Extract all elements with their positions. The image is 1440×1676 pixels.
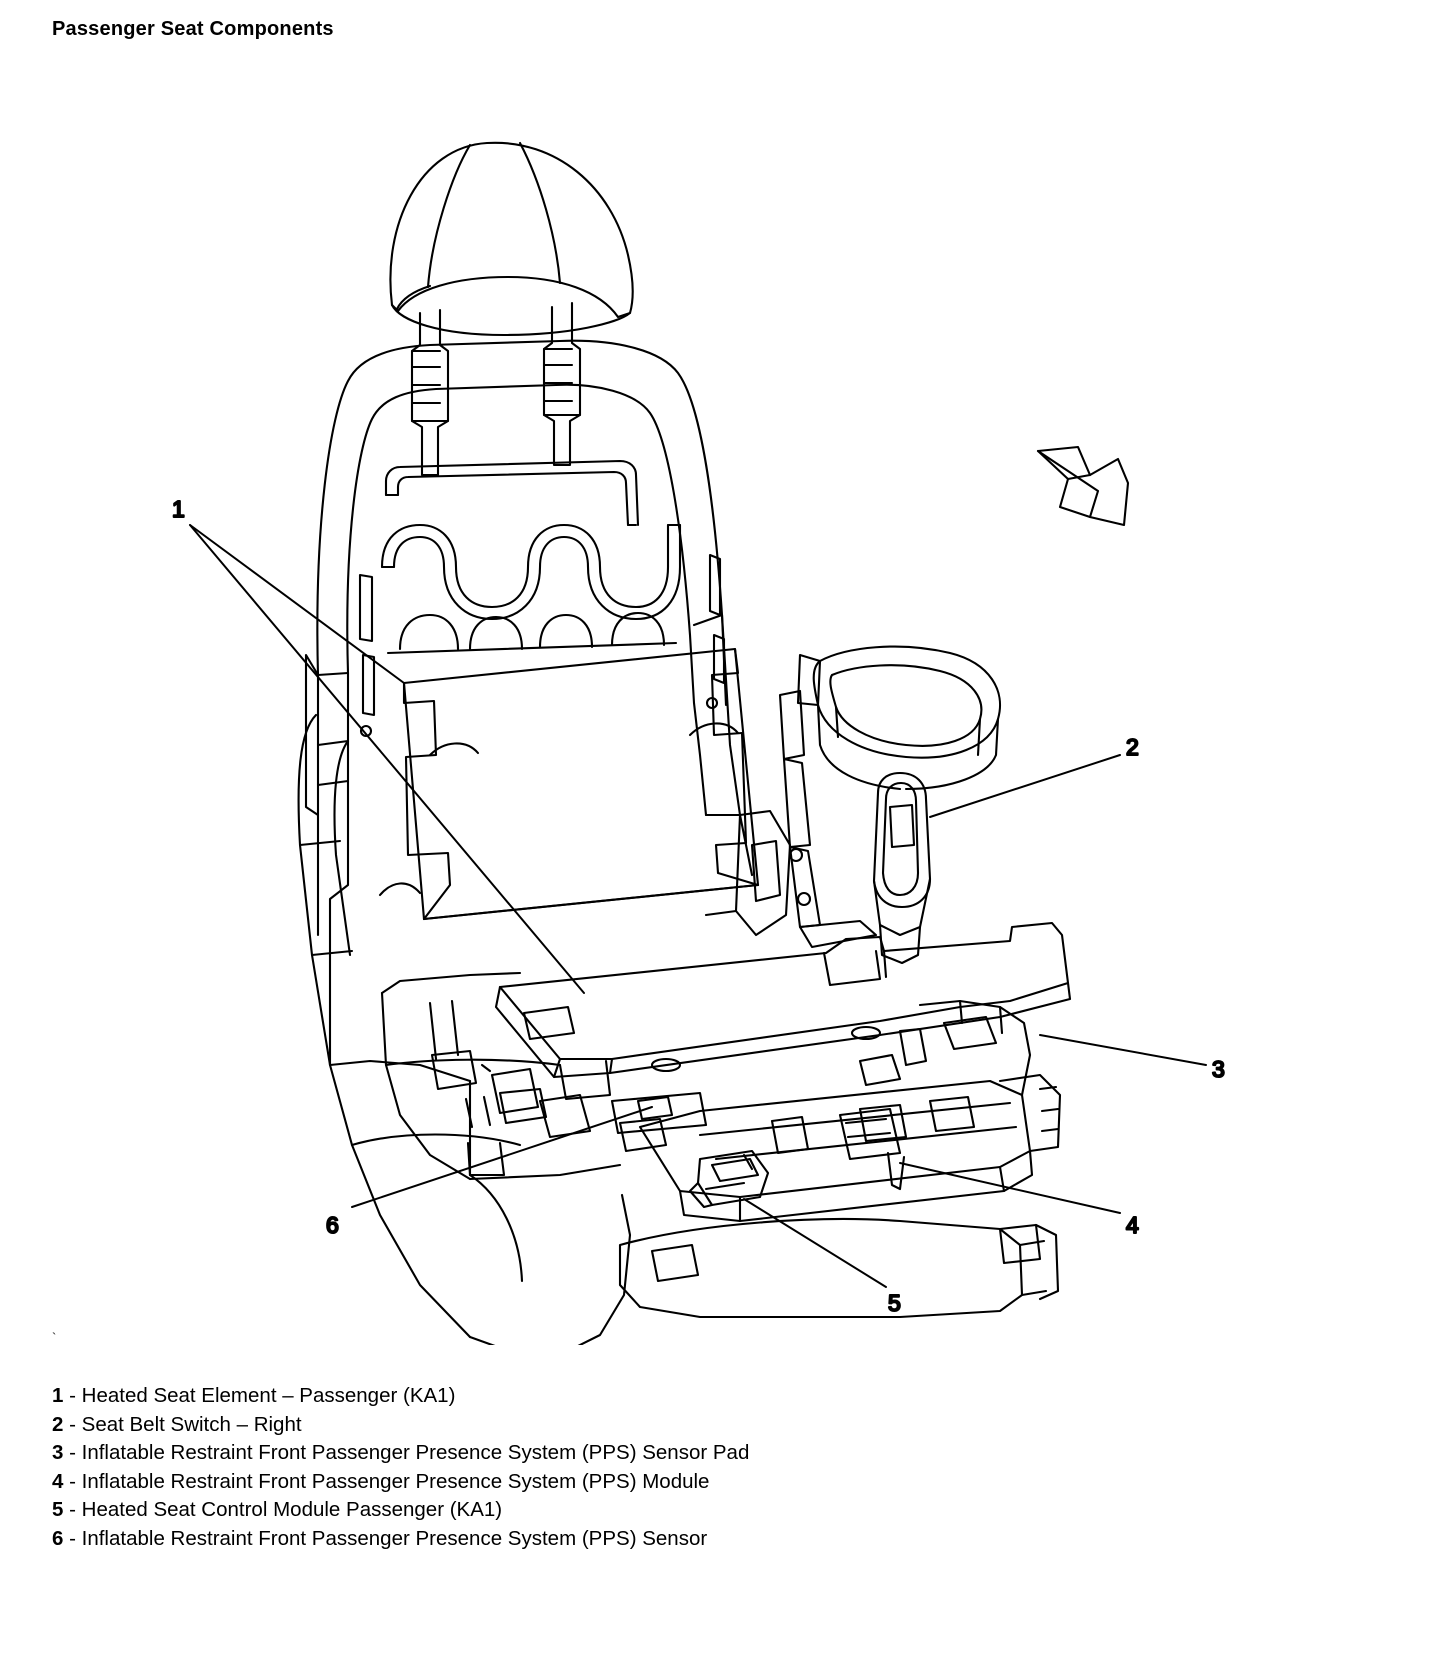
legend-item-label: Inflatable Restraint Front Passenger Presence System (PPS) Sensor Pad (81, 1441, 750, 1464)
legend-item-separator: - (69, 1498, 76, 1521)
legend-item-label: Heated Seat Element – Passenger (KA1) (81, 1384, 456, 1407)
stray-mark: ` (52, 1330, 57, 1345)
legend-item-label: Heated Seat Control Module Passenger (KA1) (81, 1498, 503, 1521)
callout-1: 1 (172, 496, 185, 522)
seat-underbody (620, 1219, 1058, 1317)
page-title: Passenger Seat Components (52, 18, 334, 40)
pps-sensor (638, 1097, 672, 1119)
legend-item-number: 1 (52, 1384, 64, 1407)
legend-item-label: Inflatable Restraint Front Passenger Presence System (PPS) Module (81, 1469, 710, 1493)
head-restraint (390, 143, 632, 335)
legend-item-5 (52, 1496, 1152, 1525)
legend-item-number: 6 (52, 1526, 64, 1550)
seat-components-diagram (0, 55, 1440, 1345)
legend-item-separator: - (69, 1412, 76, 1436)
legend-item-label: Seat Belt Switch – Right (81, 1412, 302, 1436)
legend-item-number: 4 (52, 1469, 64, 1493)
pps-sensor-pad (496, 923, 1070, 1077)
legend-item-separator: - (69, 1526, 76, 1550)
legend-item-2 (52, 1411, 1152, 1440)
legend-item-separator: - (69, 1441, 76, 1464)
direction-arrow (1038, 447, 1128, 525)
legend-item-number: 2 (52, 1412, 64, 1436)
seat-track-rails (640, 1075, 1060, 1221)
pps-module (840, 1109, 904, 1189)
callout-2: 2 (1126, 734, 1139, 760)
seat-back-frame (306, 341, 752, 1065)
callout-5: 5 (888, 1290, 901, 1316)
legend-item-label: Inflatable Restraint Front Passenger Presence System (PPS) Sensor (81, 1526, 708, 1550)
callout-4: 4 (1126, 1212, 1139, 1238)
seat-back-cushion-panel (404, 649, 758, 919)
seat-belt-switch (874, 773, 930, 963)
legend-item-number: 5 (52, 1498, 64, 1521)
callout-6: 6 (326, 1212, 339, 1238)
heated-seat-control-module (690, 1151, 768, 1207)
legend-item-number: 3 (52, 1441, 64, 1464)
legend-item-3 (52, 1439, 1152, 1468)
belt-buckle-bracket (780, 647, 1000, 947)
legend-item-6 (52, 1525, 1152, 1554)
legend-item-4 (52, 1468, 1152, 1497)
seat-side-shield (432, 1051, 590, 1137)
legend-list (52, 1382, 1152, 1553)
callout-3: 3 (1212, 1056, 1225, 1082)
heated-seat-element-back (382, 461, 680, 653)
seat-frame-pan (382, 973, 706, 1179)
seat-back-frame-details (360, 555, 724, 736)
legend-item-1 (52, 1382, 1152, 1411)
legend-item-separator: - (69, 1469, 76, 1493)
legend-item-separator: - (69, 1384, 76, 1407)
